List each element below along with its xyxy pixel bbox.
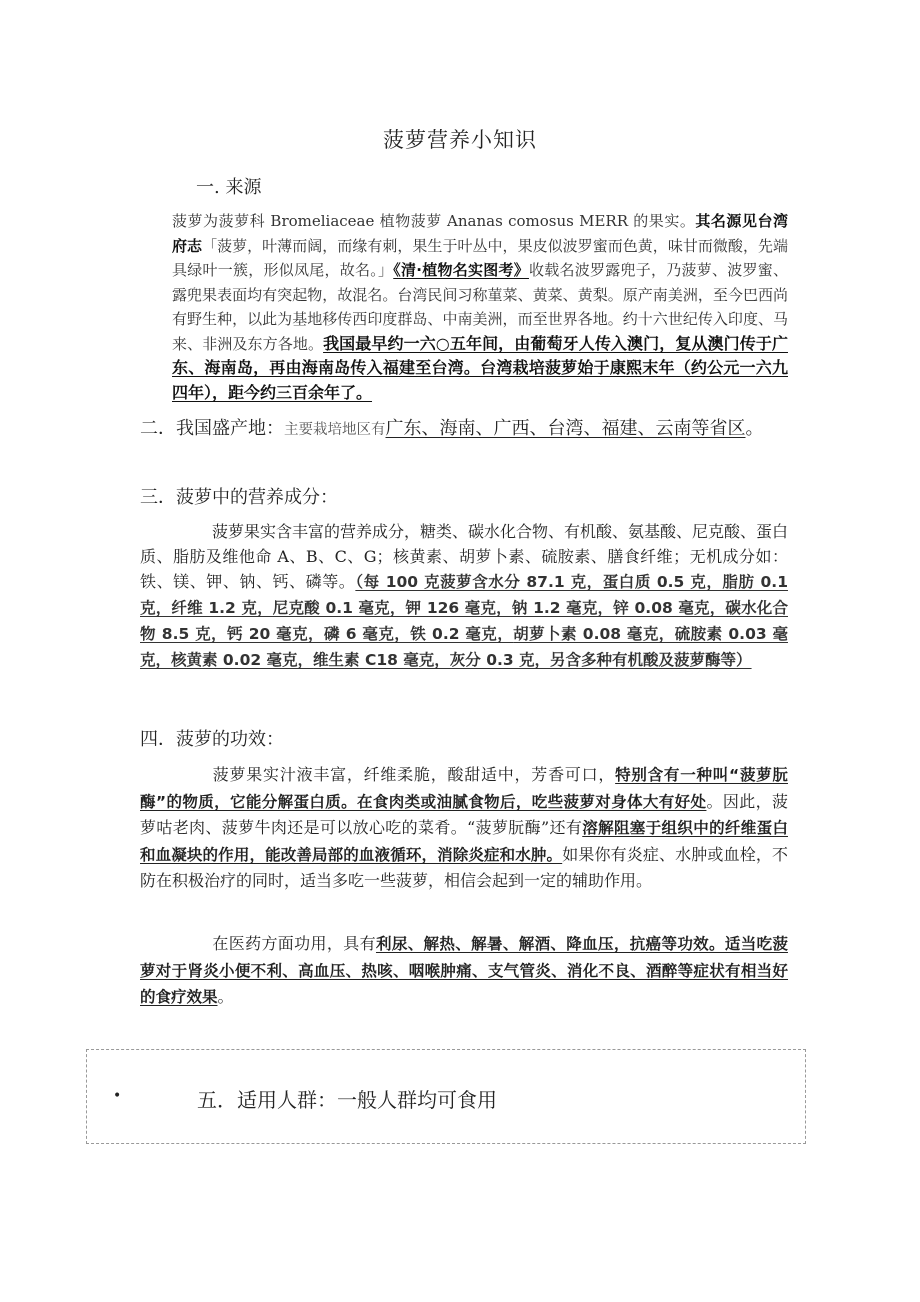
source-text-6: 我国最早约一六○五年间，由葡萄牙人传入澳门，复从澳门传于广东、海南岛，再由海南岛传入福建至台湾。台湾栽培菠萝始于康熙末年（约公元一六九四年），距今约三百余年了。 xyxy=(172,333,788,402)
section-heading-nutrition: 三．菠萝中的营养成分： xyxy=(140,487,338,508)
section-production-regions xyxy=(140,413,788,446)
source-text-1: 菠萝为菠萝科 Bromeliaceae 植物菠萝 Ananas comosus MERR 的果实。 xyxy=(172,212,696,230)
medical-text-3: 。 xyxy=(217,987,234,1006)
benefits-text-1: 菠萝果实汁液丰富，纤维柔脆，酸甜适中，芳香可口， xyxy=(212,765,616,784)
benefits-text-4: 溶解阻塞于组织中的纤维蛋白和血凝块的作用，能改善局部的血液循环，消除炎症和水肿。 xyxy=(140,819,788,864)
section-heading-source: 一. 来源 xyxy=(196,177,262,198)
source-text-5: 收载名波罗露兜子，乃菠萝、波罗蜜、露兜果表面均有突起物，故混名。台湾民间习称菫菜、黄菜、黄梨。原产南美洲，至今巴西尚有野生种，以此为基地移传西印度群岛、中南美洲，而至世界各地。约十六世纪传入印度、马来、非洲及东方各地。 xyxy=(172,261,788,353)
benefits-paragraph-1 xyxy=(140,762,788,894)
regions-end: 。 xyxy=(745,418,764,439)
nutrition-text-3: 素 0.08 毫克，硫胺素 0.03 毫克，核黄素 0.02 毫克， xyxy=(140,625,788,669)
suitable-people-box xyxy=(86,1049,806,1144)
benefits-text-5: 如果你有炎症、水肿或血栓，不防在积极治疗的同时，适当多吃一些菠萝，相信会起到一定的辅助作用。 xyxy=(140,844,788,890)
regions-intro: 主要栽培地区有 xyxy=(284,422,386,438)
source-text-4: 《清·植物名实图考》 xyxy=(393,261,529,279)
bullet-dot: • xyxy=(113,1088,122,1104)
benefits-text-3: 。因此，菠萝咕老肉、菠萝牛肉还是可以放心吃的菜肴。“菠萝朊酶”还有 xyxy=(140,791,788,837)
medical-text-2: 利尿、解热、解暑、解酒、降血压，抗癌等功效。适当吃菠萝对于肾炎小便不利、高血压、热咳、咽喉肿痛、支气管炎、消化不良、酒醉等症状有相当好的食疗效果 xyxy=(140,935,788,1006)
benefits-text-2: 特别含有一种叫“菠萝朊酶”的物质，它能分解蛋白质。在食肉类或油腻食物后，吃些菠萝对身体大有好处 xyxy=(140,766,788,811)
nutrition-green-2: 维生素 xyxy=(313,651,360,669)
source-paragraph xyxy=(172,209,788,405)
section-heading-regions: 二．我国盛产地： xyxy=(140,418,284,439)
source-text-2: 其名源见台湾府志 xyxy=(172,212,788,255)
benefits-paragraph-2 xyxy=(140,931,788,1011)
page-title: 菠萝营养小知识 xyxy=(383,128,537,152)
medical-text-1: 在医药方面功用，具有 xyxy=(212,934,376,953)
section-heading-benefits: 四．菠萝的功效： xyxy=(140,729,284,750)
nutrition-text-1: 菠萝果实含丰富的营养成分，糖类、碳水化合物、有机酸、氨基酸、尼克酸、蛋白质、脂肪及维他命 A、B、C、G；核黄素、胡萝卜素、硫胺素、膳食纤维；无机成分如：铁、镁、钾、钠、钙、磷等。 xyxy=(140,522,789,591)
suitable-people-text: 五．适用人群：一般人群均可食用 xyxy=(197,1088,497,1112)
regions-list: 广东、海南、广西、台湾、福建、云南等省区 xyxy=(385,418,746,439)
nutrition-text-2: （每 100 克菠萝含水分 87.1 克，蛋白质 0.5 克，脂肪 0.1 克，纤维 1.2 克，尼克酸 0.1 毫克，钾 126 毫克，钠 1.2 毫克，锌 0.08 毫克，碳水化合物 8.5 克，钙 20 毫克，磷 6 毫克，铁 0.2 毫克， xyxy=(140,573,788,643)
source-text-3: 「菠萝，叶薄而阔，而缘有刺，果生于叶丛中，果皮似波罗蜜而色黄，味甘而微酸，先端具绿叶一簇，形似凤尾，故名。」 xyxy=(172,236,788,279)
nutrition-paragraph xyxy=(140,519,788,673)
nutrition-green-1: 胡萝卜 xyxy=(513,625,562,643)
nutrition-text-4: C18 毫克，灰分 0.3 克，另含多种有机酸及菠萝酶等） xyxy=(359,651,752,669)
